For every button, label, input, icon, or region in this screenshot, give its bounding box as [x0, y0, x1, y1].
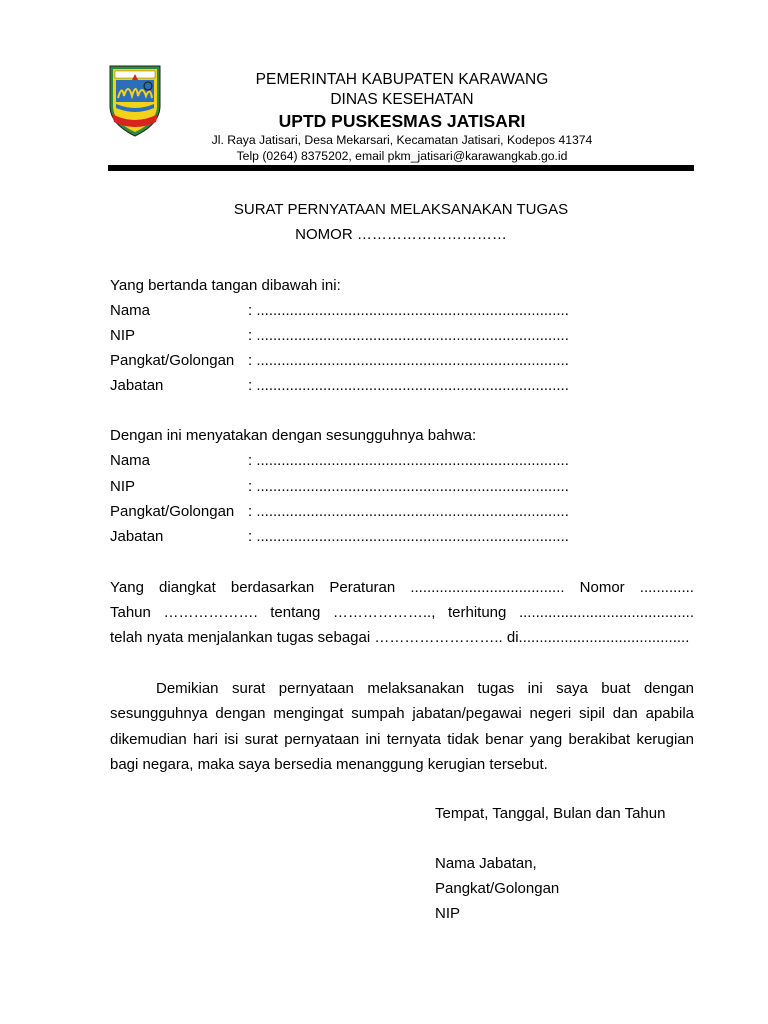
appointment-word: diangkat [159, 579, 216, 596]
appointment-line-3: telah nyata menjalankan tugas sebagai …………………….. di......................................... [110, 629, 690, 646]
section2-label-rank: Pangkat/Golongan [110, 503, 235, 520]
institution-contact: Telp (0264) 8375202, email pkm_jatisari@karawangkab.go.id [236, 148, 568, 163]
section2-value-nip: : ........................................................................... [248, 478, 569, 495]
regulation-blank: ..................................... [410, 579, 565, 596]
section2-label-position: Jabatan [110, 528, 164, 545]
section1-value-name: : ........................................................................... [248, 302, 569, 319]
appointment-line-2 [110, 603, 694, 623]
appointment-word: Peraturan [329, 579, 396, 596]
section1-label-nip: NIP [110, 327, 136, 344]
signature-position: Nama Jabatan, [435, 855, 537, 872]
letterhead-divider [108, 165, 694, 171]
appointment-line-1 [110, 578, 694, 598]
closing-paragraph-text: Demikian surat pernyataan melaksanakan tugas ini saya buat dengan sesungguhnya dengan mengingat sumpah jabatan/pegawai negeri sipil dan apabila dikemudian hari isi surat pernyataan ini ternyata tidak benar yang berakibat kerugian bagi negara, maka saya bersedia menanggung kerugian tersebut. [110, 680, 694, 773]
section2-label-nip: NIP [110, 478, 136, 495]
year-blank: ………………. [163, 604, 258, 621]
agency-name: DINAS KESEHATAN [330, 91, 474, 108]
regency-logo [106, 62, 164, 140]
section1-value-rank: : ........................................................................... [248, 352, 569, 369]
section2-intro: Dengan ini menyatakan dengan sesungguhnya bahwa: [110, 427, 477, 444]
appointment-word: Yang [110, 579, 144, 596]
section2-value-rank: : ........................................................................... [248, 503, 569, 520]
signature-nip: NIP [435, 905, 461, 922]
appointment-word: berdasarkan [230, 579, 315, 596]
signature-rank: Pangkat/Golongan [435, 880, 560, 897]
appointment-word: Nomor [579, 579, 625, 596]
section1-intro: Yang bertanda tangan dibawah ini: [110, 277, 341, 294]
section2-value-name: : ........................................................................... [248, 452, 569, 469]
section1-label-name: Nama [110, 302, 151, 319]
section2-label-name: Nama [110, 452, 151, 469]
signature-place-date: Tempat, Tanggal, Bulan dan Tahun [435, 805, 666, 822]
subject-blank: ……………….., [332, 604, 436, 621]
karawang-emblem-icon [106, 62, 164, 140]
institution-address: Jl. Raya Jatisari, Desa Mekarsari, Kecamatan Jatisari, Kodepos 41374 [211, 133, 593, 147]
section1-value-position: : ........................................................................... [248, 377, 569, 394]
section1-label-rank: Pangkat/Golongan [110, 352, 235, 369]
section1-value-nip: : ........................................................................... [248, 327, 569, 344]
document-number: NOMOR ………………………… [295, 226, 507, 243]
number-blank: ............. [639, 579, 694, 596]
appointment-word: tentang [270, 604, 321, 621]
section2-value-position: : ........................................................................... [248, 528, 569, 545]
institution-name: UPTD PUSKESMAS JATISARI [278, 111, 526, 131]
letterhead [170, 70, 634, 164]
government-name: PEMERINTAH KABUPATEN KARAWANG [255, 71, 549, 88]
section1-label-position: Jabatan [110, 377, 164, 394]
document-title: SURAT PERNYATAAN MELAKSANAKAN TUGAS [233, 201, 569, 218]
effective-date-blank: .......................................... [518, 604, 694, 621]
appointment-word: Tahun [110, 604, 151, 621]
appointment-word: terhitung [447, 604, 507, 621]
closing-paragraph [110, 676, 694, 777]
